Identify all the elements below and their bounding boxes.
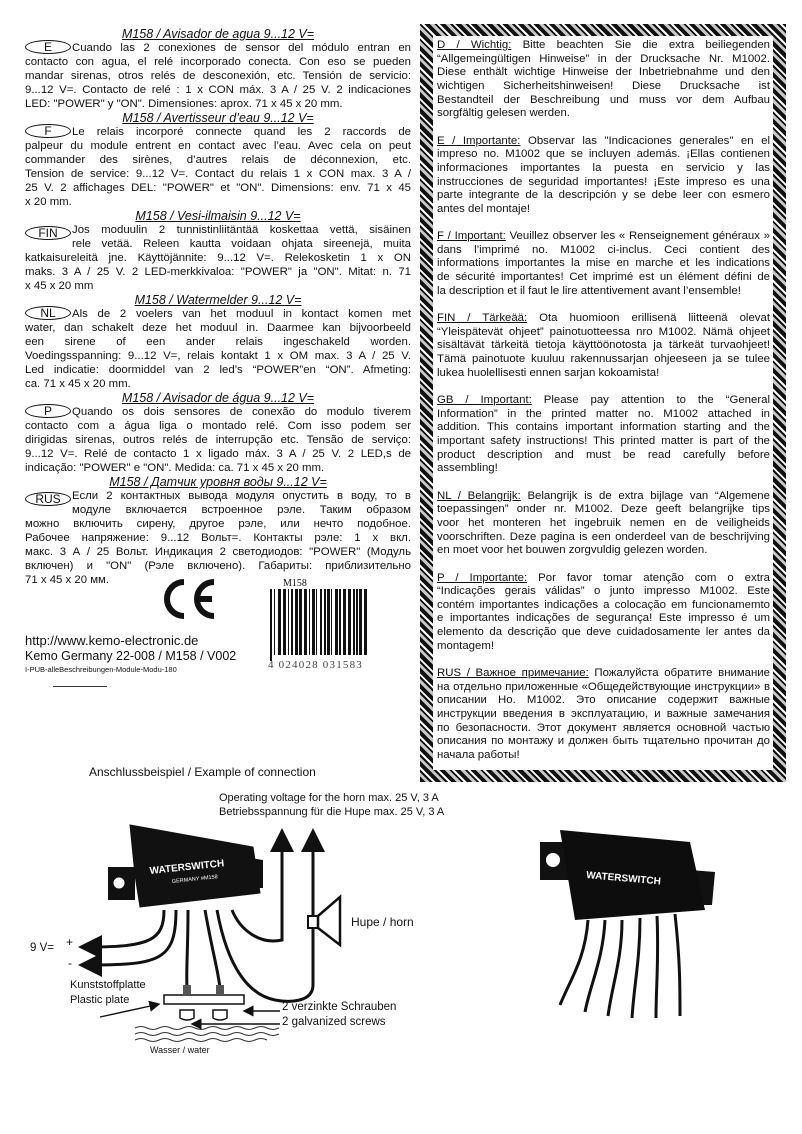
- text-line: parte integrante de la descripción y se debe leer con esmero: [437, 189, 770, 202]
- text-line: начала работы!: [437, 749, 520, 762]
- horn-voltage-de: Betriebsspannung für die Hupe max. 25 V, 3 A: [219, 806, 445, 818]
- barcode-bar: [327, 589, 330, 655]
- text-line: e importantes indicações de segurança! Este impresso é um: [437, 612, 770, 625]
- language-badge: P: [25, 404, 71, 418]
- text-line: “Yleispätevät ohjeet” painotuotteessa nro M1002. Nämä ohjeet: [437, 325, 770, 338]
- section-title: M158 / Watermelder 9...12 V=: [134, 293, 302, 307]
- text-line: maks. 3 A / 25 V. 2 LED-merkkivaloa: "POWER" ja "ON". Mitat: n. 71: [25, 266, 411, 278]
- horn-icon: [308, 916, 318, 928]
- notice-label: E / Importante:: [437, 134, 521, 147]
- text-line: mandar sirenas, otros relés de desconexión, etc. Tensión de servicio:: [25, 70, 411, 82]
- svg-text:WATERSWITCH: WATERSWITCH: [149, 858, 225, 877]
- text-line: sisältävät tärkeitä tietoja käyttöönotosta ja tärkeät turvaohjeet!: [437, 339, 770, 352]
- text-line: модуле включается встроенное рэле. Таким образом: [72, 504, 411, 516]
- notice-paragraph: [437, 394, 770, 476]
- barcode-bar: [339, 589, 341, 655]
- text-line: voor het monteren het ingebruik nemen en de veiligheids: [437, 516, 770, 529]
- section-p: [25, 391, 411, 475]
- notice-label: GB / Important:: [437, 394, 532, 406]
- plus-label: +: [66, 935, 74, 949]
- notice-paragraph: [437, 490, 770, 558]
- text-line: Bestandteil der Beschreibung und muss vor dem Aufbau: [437, 93, 770, 106]
- barcode-bar: [324, 589, 326, 655]
- text-line: LED: "POWER" y "ON". Dimensiones: aprox. 71 x 45 x 20 mm.: [25, 98, 343, 110]
- barcode-bar: [364, 589, 367, 655]
- text-line: contém importantes indicações a colocação em funcionamemto: [437, 598, 770, 611]
- notice-label: P / Importante:: [437, 571, 528, 584]
- notice-label: NL / Belangrijk:: [437, 489, 521, 502]
- text-line: impreso no. M1002 que se incluyen además. ¡Ellas contienen: [437, 148, 770, 161]
- notice-label: RUS / Важное примечание:: [437, 667, 589, 680]
- notice-column: [437, 39, 770, 776]
- barcode-bar: [274, 589, 275, 655]
- model-number: Kemo Germany 22-008 / M158 / V002: [25, 649, 237, 663]
- barcode-bar: [348, 589, 351, 655]
- text-line: commander des sirènes, d’autres relais de déconnexion, etc.: [25, 154, 411, 166]
- power-label: 9 V=: [30, 942, 54, 954]
- barcode-bar: [359, 589, 362, 655]
- text-line: contacto con agua, el relé incorporado conecta. Con eso se pueden: [25, 56, 411, 68]
- text-line: instrucciones de seguridad importantes! ¡Este impreso es una: [437, 175, 770, 188]
- section-title: M158 / Avertisseur d’eau 9...12 V=: [122, 111, 314, 125]
- section-f: [25, 111, 411, 209]
- section-rus: [25, 475, 411, 587]
- text-line: een sirene of een ander relais ingeschakeld worden.: [25, 336, 411, 348]
- divider: [53, 686, 107, 687]
- horn-voltage-en: Operating voltage for the horn max. 25 V, 3 A: [219, 792, 439, 804]
- text-line: lukea huolellisesti ennen sarjan kokoamista!: [437, 366, 660, 379]
- text-line: 71 x 45 x 20 мм.: [25, 574, 110, 586]
- svg-text:WATERSWITCH: WATERSWITCH: [585, 870, 662, 888]
- text-line: contacto com a água liga o montado relé. Com isso podem ser: [25, 420, 411, 432]
- text-line: Bitte beachten Sie die extra beiliegenden: [511, 39, 770, 51]
- file-reference: I-PUB-alleBeschreibungen-Module-Modu-180: [25, 665, 177, 674]
- notice-paragraph: [437, 230, 770, 298]
- barcode-bar: [356, 589, 358, 655]
- barcode-bar: [278, 589, 281, 655]
- barcode-bar: [316, 589, 317, 655]
- text-line: dans l’imprimé no. M1002 ci-inclus. Ceci contient des: [437, 243, 770, 256]
- text-line: assembling!: [437, 462, 498, 475]
- text-line: Please pay attention to the “General: [531, 394, 770, 406]
- notice-paragraph: [437, 312, 770, 380]
- text-line: Tension de service: 9...12 V=. Contact du relais 1 x CON max. 3 A /: [25, 168, 411, 180]
- text-line: palpeur du module entrent en contact avec l’eau. Avec cela on peut: [25, 140, 411, 152]
- text-line: Рабочее напряжение: 9...12 Вольт=. Контакты рэле: 1 х вкл.: [25, 532, 411, 544]
- module-drawing: [108, 825, 263, 907]
- barcode-bar: [291, 589, 293, 655]
- text-line: informaciones importantes la puesta en servicio y las: [437, 161, 770, 174]
- text-line: addition. This contains important information starting and the: [437, 421, 770, 434]
- notice-label: D / Wichtig:: [437, 39, 512, 51]
- text-line: 25 V. 2 affichages DEL: "POWER" et "ON". Dimensions: env. 71 x 45: [25, 182, 411, 194]
- barcode-bar: [309, 589, 310, 655]
- notice-label: F / Important:: [437, 230, 506, 243]
- text-line: Diese enthält wichtige Hinweise der Inbetriebnahme und den: [437, 66, 770, 79]
- notice-paragraph: [437, 572, 770, 654]
- text-line: на отдельно приложенные «Общедействующие инструкции» в: [437, 680, 770, 693]
- text-line: product description and must be read carefully before: [437, 448, 770, 461]
- text-line: 9...12 V=. Contacto de relé : 1 x CON máx. 3 A / 25 V. 2 indicaciones: [25, 84, 411, 96]
- barcode-bar: [283, 589, 286, 655]
- section-e: [25, 27, 411, 111]
- text-line: описания по монтажу и должен быть тщательно прочитан до: [437, 735, 770, 748]
- barcode-bar: [295, 589, 298, 655]
- text-line: Cuando las 2 conexiones de sensor del módulo entran en: [72, 42, 411, 54]
- text-line: la description et il faut le lire attentivement avant l’ensemble!: [437, 284, 741, 297]
- text-line: elemento da descrição que deve cuidadosamente ler antes da: [437, 626, 770, 639]
- plastic-plate: [164, 995, 244, 1004]
- minus-label: -: [68, 956, 72, 970]
- barcode-bar: [331, 589, 332, 655]
- text-line: Если 2 контактных вывода модуля опустить в воду, то в: [72, 490, 411, 502]
- language-badge: NL: [25, 306, 71, 320]
- module-photo: [540, 830, 715, 1018]
- language-badge: E: [25, 40, 71, 54]
- screws-label-en: 2 galvanized screws: [282, 1016, 386, 1028]
- plate-label-de: Kunststoffplatte: [70, 979, 146, 991]
- text-line: de sécurité importantes! Cet imprimé est un élément défini de: [437, 271, 770, 284]
- text-line: Le relais incorporé connecte quand les 2 raccords de: [72, 126, 411, 138]
- text-line: antes del montaje!: [437, 202, 531, 215]
- notice-label: FIN / Tärkeää:: [437, 312, 528, 325]
- barcode-number: 4 024028 031583: [268, 659, 363, 671]
- website-url[interactable]: http://www.kemo-electronic.de: [25, 633, 199, 648]
- barcode: [268, 589, 372, 661]
- text-line: important safety instructions! This printed matter is part of the: [437, 434, 770, 447]
- water-waves: [135, 1027, 279, 1042]
- text-line: “Allgemeingültigen Hinweise” in der Drucksache Nr. M1002.: [437, 52, 770, 65]
- text-line: описании Но. M1002. Это описание содержит важные: [437, 694, 770, 707]
- text-line: x 45 x 20 mm: [25, 280, 94, 292]
- text-line: Observar las "Indicaciones generales" en el: [520, 134, 770, 147]
- svg-text:GERMANY #M158: GERMANY #M158: [171, 874, 219, 885]
- text-line: Led indicatie: doormiddel van 2 led’s “POWER”en “ON”. Afmeting:: [25, 364, 411, 376]
- language-badge: F: [25, 124, 71, 138]
- water-label: Wasser / water: [150, 1045, 210, 1055]
- section-title: M158 / Датчик уровня воды 9...12 V=: [109, 475, 327, 489]
- text-line: Belangrijk is de extra bijlage van “Algemene: [520, 489, 770, 502]
- plate-label-en: Plastic plate: [70, 994, 130, 1006]
- barcode-bar: [299, 589, 302, 655]
- text-line: Quando os dois sensores de conexão do modulo tiverem: [72, 406, 411, 418]
- text-line: ca. 71 x 45 x 20 mm.: [25, 378, 131, 390]
- barcode-bar: [335, 589, 338, 655]
- barcode-bar: [270, 589, 272, 661]
- text-line: 9...12 V=. Relé de contacto 1 x ligado máx. 3 A / 25 V. 2 LED,s de: [25, 448, 411, 460]
- text-line: en moet voor het bouwen zorgvuldig gelezen worden.: [437, 544, 708, 557]
- section-nl: [25, 293, 411, 391]
- notice-paragraph: [437, 135, 770, 217]
- text-line: макс. 3 А / 25 Вольт. Индикация 2 светодиодов: "POWER" (Модуль: [25, 546, 411, 558]
- barcode-bar: [304, 589, 307, 655]
- barcode-label: M158: [283, 578, 307, 589]
- left-column: [25, 27, 411, 587]
- screws-label-de: 2 verzinkte Schrauben: [282, 1001, 397, 1013]
- text-line: Information” in the printed matter no. M1002 attached in: [437, 407, 770, 420]
- connection-diagram: [0, 780, 802, 1060]
- text-line: можно включить сирену, другое рэле, или нечто подобное.: [25, 518, 411, 530]
- ce-mark-icon: [162, 578, 218, 620]
- barcode-bar: [343, 589, 346, 655]
- text-line: включен) и "ON" (Рэле включено). Габариты: приблизительно: [25, 560, 411, 572]
- horn-label: Hupe / horn: [351, 915, 414, 929]
- text-line: sorgfältig gelesen werden.: [437, 107, 570, 120]
- text-line: Пожалуйста обратите внимание: [588, 667, 771, 680]
- text-line: инструкции введения в эксплуатацию, и важные замечания: [437, 708, 770, 721]
- text-line: dirigidas sirenas, outros relés de interrupção etc. Tensão de serviço:: [25, 434, 411, 446]
- barcode-bar: [320, 589, 322, 655]
- section-title: M158 / Vesi-ilmaisin 9...12 V=: [135, 209, 301, 223]
- language-badge: RUS: [25, 492, 71, 506]
- diagram-caption: Anschlussbeispiel / Example of connection: [89, 765, 316, 779]
- text-line: katkaisureleitä jne. Käyttöjännite: 9...12 V=. Relekosketin 1 x ON: [25, 252, 411, 264]
- language-badge: FIN: [25, 226, 71, 240]
- text-line: water, dan schakelt deze het moduul in. Daarmee kan bijvoorbeeld: [25, 322, 411, 334]
- barcode-bar: [312, 589, 315, 655]
- text-line: wichtigen Sicherheitshinweisen! Diese Drucksache ist: [437, 79, 770, 92]
- text-line: “Indicações gerais válidas” o junto impresso M1002. Este: [437, 585, 770, 598]
- barcode-bar: [353, 589, 355, 655]
- text-line: Por favor tomar atenção com o extra: [527, 571, 770, 584]
- text-line: montagem!: [437, 639, 494, 652]
- text-line: informations importantes la mise en marche et les indications: [437, 257, 770, 270]
- notice-paragraph: [437, 667, 770, 763]
- section-title: M158 / Avisador de agua 9...12 V=: [121, 27, 315, 41]
- text-line: toepassingen” onder nr. M1002. Deze geeft belangrijke tips: [437, 503, 770, 516]
- barcode-bar: [288, 589, 289, 655]
- text-line: Voedingsspanning: 9...12 V=, relais kontakt 1 x OM max. 3 A / 25 V.: [25, 350, 411, 362]
- text-line: Jos moduulin 2 tunnistinliitäntää koskettaa vettä, sisäinen: [72, 224, 411, 236]
- section-fin: [25, 209, 411, 293]
- text-line: x 20 mm.: [25, 196, 72, 208]
- text-line: indicação: "POWER" e "ON". Medida: ca. 71 x 45 x 20 mm.: [25, 462, 325, 474]
- notice-paragraph: [437, 39, 770, 121]
- section-title: M158 / Avisador de água 9...12 V=: [121, 391, 315, 405]
- text-line: по безопасности. Этот документ является основной частью: [437, 721, 770, 734]
- text-line: Veuillez observer les « Renseignement généraux »: [505, 230, 771, 243]
- text-line: voorschriften. Deze pagina is een onderdeel van de beschrijving: [437, 530, 770, 543]
- text-line: Ota huomioon erillisenä liitteenä olevat: [527, 312, 770, 325]
- text-line: Als de 2 voelers van het moduul in kontact komen met: [72, 308, 411, 320]
- text-line: rele vetää. Releen kautta voidaan ohjata sireenejä, muita: [72, 238, 411, 250]
- screws: [180, 1010, 227, 1020]
- text-line: Tämä painotuote kuuluu rakennussarjan ohjeeseen ja se tulee: [437, 353, 770, 366]
